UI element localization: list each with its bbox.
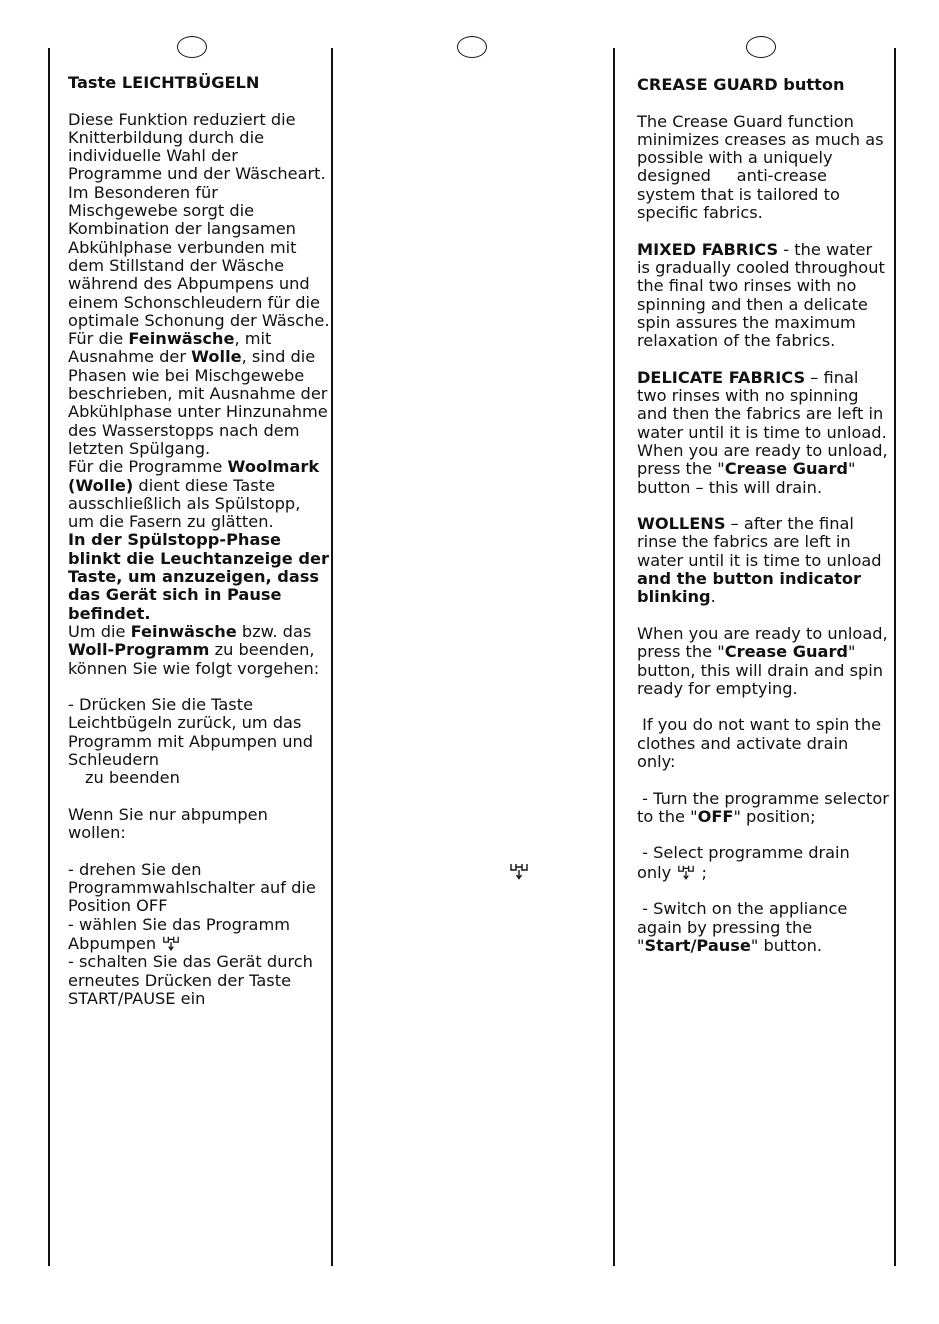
en-title: CREASE GUARD button bbox=[637, 75, 845, 94]
de-p5: In der Spülstopp-Phase blinkt die Leuchtanzeige der Taste, um anzuzeigen, dass das Gerät sich in Pause befindet. bbox=[68, 530, 329, 623]
de-p8: Wenn Sie nur abpumpen wollen: bbox=[68, 804, 268, 843]
language-circle-de bbox=[177, 36, 207, 58]
en-p5: When you are ready to unload, press the "Crease Guard" button, this will drain and spin ready for emptying. bbox=[637, 623, 888, 698]
de-title: Taste LEICHTBÜGELN bbox=[68, 73, 260, 92]
column-rule-mid-left bbox=[331, 48, 333, 1266]
en-p7: - Turn the programme selector to the "OFF" position; bbox=[637, 788, 895, 826]
de-p9: - drehen Sie den Programmwahlschalter auf die Position OFF bbox=[68, 859, 316, 916]
en-p6: If you do not want to spin the clothes and activate drain only: bbox=[637, 715, 887, 771]
english-column bbox=[637, 75, 895, 955]
de-p6: Um die Feinwäsche bzw. das Woll-Programm zu beenden, können Sie wie folgt vorgehen: bbox=[68, 621, 320, 678]
column-rule-right bbox=[894, 48, 896, 1266]
drain-icon bbox=[509, 861, 529, 881]
drain-icon bbox=[161, 934, 181, 952]
en-p4: WOLLENS – after the final rinse the fabrics are left in water until it is time to unload and the button indicator blinking. bbox=[637, 514, 882, 607]
de-p1: Diese Funktion reduziert die Knitterbildung durch die individuelle Wahl der Programme und der Wäscheart. bbox=[68, 109, 326, 184]
en-p2: MIXED FABRICS - the water is gradually cooled throughout the final two rinses with no spinning and then a delicate spin assures the maximum relaxation of the fabrics. bbox=[637, 239, 885, 351]
drain-icon bbox=[676, 863, 696, 881]
de-p3: Für die Feinwäsche, mit Ausnahme der Wolle, sind die Phasen wie bei Mischgewebe beschrieben, mit Ausnahme der Abkühlphase unter Hinzunahme des Wasserstopps nach dem letzten Spülgang. bbox=[68, 329, 328, 458]
de-p11: - schalten Sie das Gerät durch erneutes Drücken der Taste START/PAUSE ein bbox=[68, 952, 313, 1008]
en-p9: - Switch on the appliance again by pressing the "Start/Pause" button. bbox=[637, 899, 853, 955]
en-p8: - Select programme drain only ; bbox=[637, 843, 855, 882]
de-p7: - Drücken Sie die Taste Leichtbügeln zurück, um das Programm mit Abpumpen und Schleudern bbox=[68, 695, 314, 769]
de-p7-end: zu beenden bbox=[85, 768, 180, 788]
language-circle-en bbox=[746, 36, 776, 58]
de-p2: Im Besonderen für Mischgewebe sorgt die Kombination der langsamen Abkühlphase verbunden mit dem Stillstand der Wäsche während des Abpumpens und einem Schonschleudern für die optimale Schonung der Wäsche. bbox=[68, 182, 330, 330]
de-p10: - wählen Sie das Programm Abpumpen bbox=[68, 914, 290, 953]
language-circle-middle bbox=[457, 36, 487, 58]
en-p1: The Crease Guard function minimizes creases as much as possible with a uniquely designed anti-crease system that is tailored to specific fabrics. bbox=[637, 111, 889, 223]
column-rule-mid-right bbox=[613, 48, 615, 1266]
german-column bbox=[68, 74, 330, 1008]
column-rule-left bbox=[48, 48, 50, 1266]
en-p3: DELICATE FABRICS – final two rinses with no spinning and then the fabrics are left in water until it is time to unload. When you are ready to unload, press the "Crease Guard" button – this will drain. bbox=[637, 367, 888, 497]
de-p4: Für die Programme Woolmark (Wolle) dient diese Taste ausschließlich als Spülstopp, um die Fasern zu glätten. bbox=[68, 457, 320, 532]
